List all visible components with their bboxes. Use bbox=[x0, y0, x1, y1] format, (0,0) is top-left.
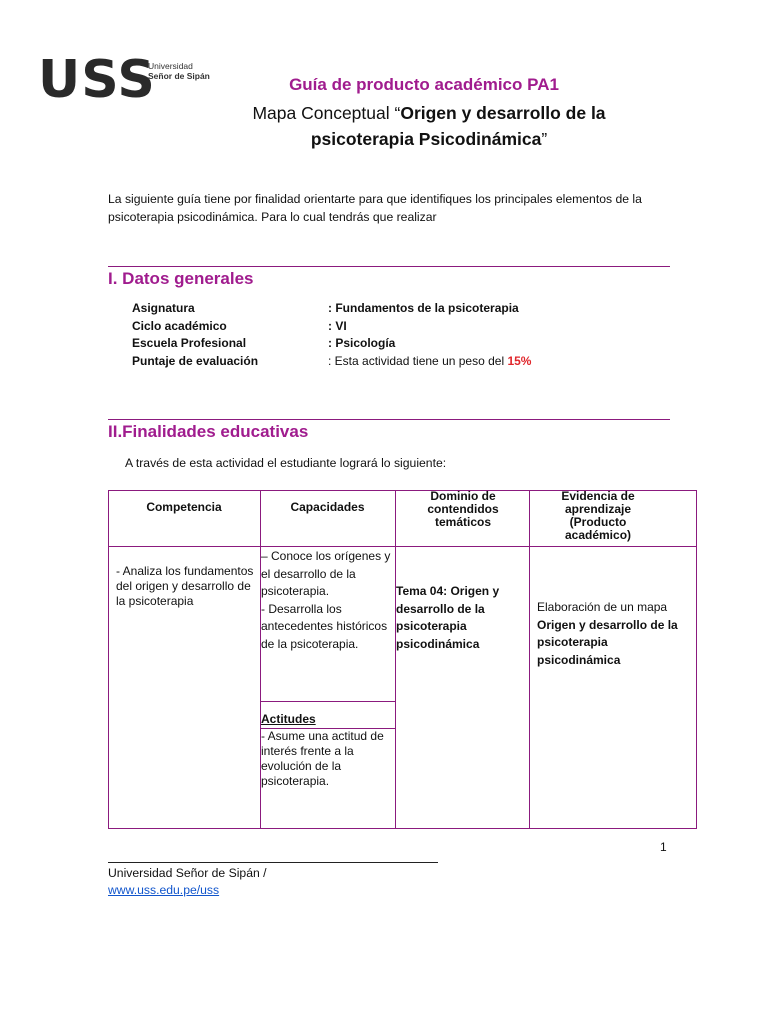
dg-label: Asignatura bbox=[132, 301, 195, 315]
header-capacidades: Capacidades bbox=[290, 500, 365, 514]
table-border bbox=[260, 701, 395, 702]
dg-label: Puntaje de evaluación bbox=[132, 354, 259, 368]
header-dominio: Dominio de contendidos temáticos bbox=[427, 489, 499, 529]
dg-value-puntaje bbox=[328, 353, 531, 370]
capacidad-item: - Desarrolla los antecedentes históricos de la psicoterapia. bbox=[261, 601, 388, 651]
logo-letters: USS bbox=[38, 50, 156, 110]
footer-link[interactable]: www.uss.edu.pe/uss bbox=[108, 883, 220, 897]
document-title: Guía de producto académico PA1 bbox=[289, 75, 559, 94]
section-heading-datos: I. Datos generales bbox=[108, 269, 254, 288]
page-number: 1 bbox=[660, 840, 667, 854]
subtitle-suffix: ” bbox=[541, 129, 548, 149]
cell-capacidades bbox=[261, 548, 394, 653]
table-border bbox=[696, 490, 697, 829]
dg-value: : VI bbox=[328, 319, 347, 333]
intro-paragraph: La siguiente guía tiene por finalidad orientarte para que identifiques los principales elementos de la psicoterapia psicodinámica. Para lo cual tendrás que realizar bbox=[108, 192, 642, 224]
subtitle-prefix: Mapa Conceptual “ bbox=[252, 103, 401, 123]
competency-table bbox=[108, 490, 697, 829]
table-border bbox=[108, 490, 109, 829]
evidencia-prefix: Elaboración de un mapa bbox=[537, 600, 668, 614]
header-evidencia: Evidencia de aprendizaje (Producto académico) bbox=[561, 489, 635, 542]
puntaje-percent: 15% bbox=[507, 354, 532, 368]
document-subtitle bbox=[0, 100, 768, 152]
dg-value: : Psicología bbox=[328, 336, 396, 350]
logo-university: Universidad bbox=[148, 61, 193, 71]
table-border bbox=[108, 828, 697, 829]
actitudes-title: Actitudes bbox=[261, 712, 316, 726]
dg-label: Escuela Profesional bbox=[132, 336, 247, 350]
capacidad-item: – Conoce los orígenes y el desarrollo de la psicoterapia. bbox=[261, 549, 391, 598]
header-competencia: Competencia bbox=[146, 500, 222, 514]
section-lead: A través de esta actividad el estudiante logrará lo siguiente: bbox=[125, 456, 447, 470]
subtitle-bold-1: Origen y desarrollo de la bbox=[400, 103, 606, 123]
section-divider bbox=[108, 266, 670, 267]
footer-divider bbox=[108, 862, 438, 863]
cell-dominio: Tema 04: Origen y desarrollo de la psicoterapia psicodinámica bbox=[396, 584, 500, 651]
footer bbox=[108, 865, 267, 899]
table-border bbox=[108, 546, 697, 547]
footer-university: Universidad Señor de Sipán / bbox=[108, 866, 267, 880]
cell-actitudes: - Asume una actitud de interés frente a la evolución de la psicoterapia. bbox=[261, 729, 384, 788]
puntaje-text: : Esta actividad tiene un peso del bbox=[328, 354, 508, 368]
subtitle-bold-2: psicoterapia Psicodinámica bbox=[310, 129, 542, 149]
cell-evidencia bbox=[537, 599, 692, 669]
evidencia-bold: Origen y desarrollo de la psicoterapia psicodinámica bbox=[537, 617, 678, 667]
dg-label: Ciclo académico bbox=[132, 319, 227, 333]
dg-value: : Fundamentos de la psicoterapia bbox=[328, 301, 519, 315]
table-border bbox=[395, 490, 396, 829]
logo-name: Señor de Sipán bbox=[148, 71, 210, 81]
section-heading-finalidades: II.Finalidades educativas bbox=[108, 422, 309, 441]
table-border bbox=[529, 490, 530, 829]
section-divider bbox=[108, 419, 670, 420]
cell-competencia: - Analiza los fundamentos del origen y desarrollo de la psicoterapia bbox=[116, 564, 254, 608]
